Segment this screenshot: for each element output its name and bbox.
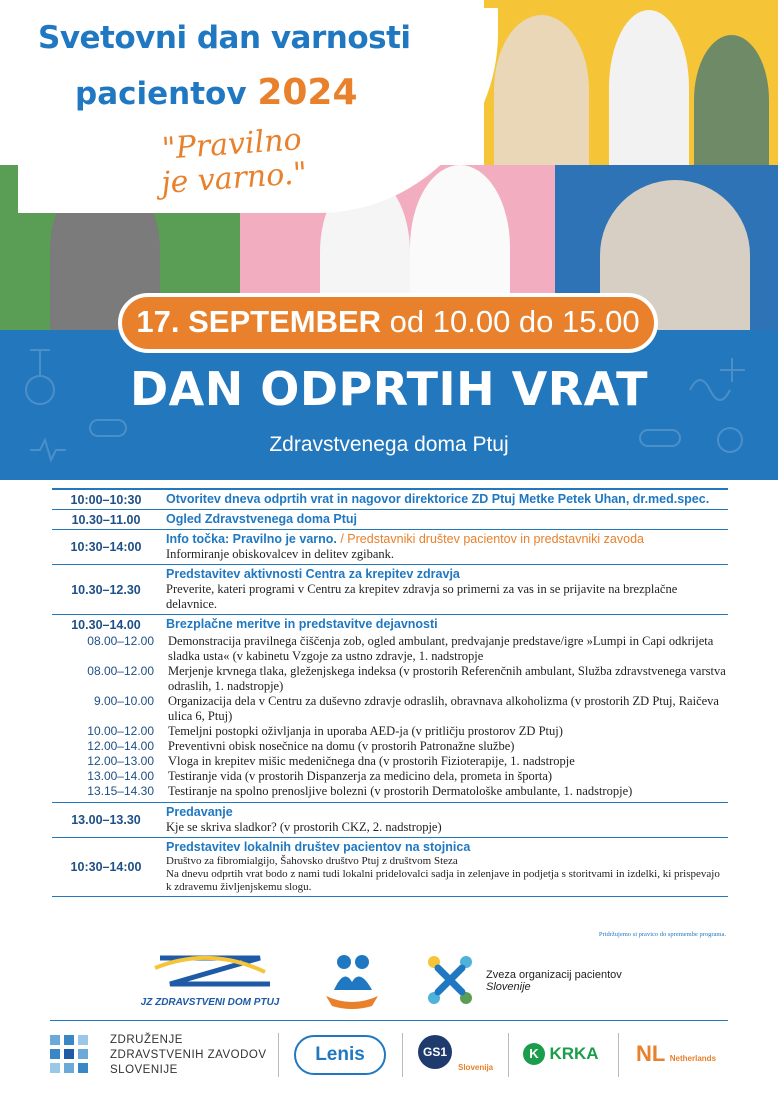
hero-photo-collage [0, 0, 778, 330]
zveza-name-line2: Slovenije [486, 981, 531, 993]
schedule-row [52, 530, 728, 565]
schedule-small-text: Društvo za fibromialgijo, Šahovsko društvo Ptuj z društvom Steza [166, 855, 458, 867]
zveza-name [486, 969, 622, 993]
zzzs-name-line1: ZDRUŽENJE [110, 1034, 183, 1046]
nl-logo [636, 1041, 716, 1067]
krka-name: KRKA [549, 1043, 599, 1063]
zd-ptuj-name: JZ ZDRAVSTVENI DOM PTUJ [140, 997, 280, 1008]
sub-item-time: 12.00–13.00 [87, 754, 154, 768]
schedule-text: Informiranje obiskovalcev in delitev zgibank. [166, 547, 395, 561]
sub-item-time: 13.00–14.00 [87, 769, 154, 783]
schedule-heading: Predstavitev lokalnih društev pacientov na stojnica [166, 840, 471, 854]
krka-k-icon: K [523, 1043, 545, 1065]
nl-subtitle: Netherlands [669, 1054, 717, 1063]
krka-logo [523, 1043, 599, 1065]
sub-item-text: Temeljni postopki oživljanja in uporaba AED-ja (v pritličju prostorov ZD Ptuj) [168, 724, 563, 738]
schedule-text: Kje se skriva sladkor? (v prostorih CKZ, 2. nadstropje) [166, 820, 442, 834]
zveza-name-line1: Zveza organizacij pacientov [486, 969, 622, 981]
sub-item-text: Testiranje vida (v prostorih Dispanzerja za medicino dela, prometa in športa) [168, 769, 553, 783]
sub-item-text: Organizacija dela v Centru za duševno zdravje odraslih, obravnava alkoholizma (v prostorih ZD Ptuj, Raičeva ulica 6, Ptuj) [168, 694, 719, 723]
schedule-time: 10:30–14:00 [70, 540, 142, 554]
sub-item-text: Vloga in krepitev mišic medeničnega dna (v prostorih Fizioterapije, 1. nadstropje [168, 754, 575, 768]
schedule-heading: Predavanje [166, 805, 233, 819]
sub-item-text: Demonstracija pravilnega čiščenja zob, ogled ambulant, predvajanje predstave/igre »Lumpi in Capi odkrijeta sladka usta« (v kabinetu Vzgoje za ustno zdravje, 1. nadstropje [168, 634, 714, 663]
schedule-heading: Brezplačne meritve in predstavitve dejavnosti [166, 617, 438, 631]
sub-item [52, 634, 728, 664]
poster-title-line1: Svetovni dan varnosti [38, 20, 411, 56]
sub-item-text: Preventivni obisk nosečnice na domu (v prostorih Patronažne službe) [168, 739, 515, 753]
poster-title-text: pacientov [75, 76, 247, 112]
sub-item [52, 784, 728, 802]
divider [402, 1033, 403, 1077]
sub-item [52, 769, 728, 784]
schedule-row [52, 615, 728, 803]
schedule-heading: Ogled Zdravstvenega doma Ptuj [166, 512, 358, 526]
info-point-title: Info točka: Pravilno je varno. [166, 532, 337, 546]
schedule-heading [166, 531, 728, 547]
schedule-description [160, 803, 728, 837]
sub-item-text: Merjenje krvnega tlaka, gleženjskega indeksa (v prostorih Referenčnih ambulant, Služba zdravstvenega varstva odraslih, 1. nadstropje) [168, 664, 726, 693]
doctor-photo [609, 10, 689, 165]
sub-item [52, 724, 728, 739]
sub-item-time: 08.00–12.00 [87, 634, 154, 648]
zzzs-name-line2: ZDRAVSTVENIH ZAVODOV [110, 1049, 267, 1061]
zd-ptuj-logo [130, 950, 290, 1010]
divider [508, 1033, 509, 1077]
schedule-description [160, 530, 728, 564]
zzzs-logo-icon [50, 1035, 94, 1079]
sub-item [52, 664, 728, 694]
schedule-row [52, 510, 728, 530]
slogan-line1: "Pravilno [160, 122, 303, 167]
schedule-text: Preverite, kateri programi v Centru za krepitev zdravja so primerni za vas in se prijavite na brezplačne delavnice. [166, 582, 678, 611]
schedule-description [160, 838, 728, 896]
zzzs-name-line3: SLOVENIJE [110, 1064, 178, 1076]
event-hours: od 10.00 do 15.00 [389, 304, 640, 339]
organizer-logos [0, 945, 778, 1015]
sub-item [52, 754, 728, 769]
schedule-row [52, 488, 728, 510]
nl-mark: NL [636, 1041, 666, 1066]
schedule-row [52, 803, 728, 838]
sub-item-time: 13.15–14.30 [87, 784, 154, 798]
schedule-description [160, 490, 728, 509]
date-pill [118, 293, 658, 353]
poster-title-line2 [75, 72, 358, 113]
gs1-name: GS1 [422, 1045, 447, 1059]
sub-item-time: 08.00–12.00 [87, 664, 154, 678]
zd-ptuj-swoosh-icon [130, 950, 290, 992]
sub-item-time: 12.00–14.00 [87, 739, 154, 753]
schedule-small-text: Na dnevu odprtih vrat bodo z nami tudi lokalni pridelovalci sadja in zelenjave in podjetja s storitvami in izdelki, ki prispevajo k zdravemu življenjskemu slogu. [166, 868, 720, 893]
gs1-subtitle: Slovenija [458, 1063, 494, 1072]
schedule-time: 13.00–13.30 [71, 813, 141, 827]
schedule-description [160, 615, 728, 634]
sub-item-time: 10.00–12.00 [87, 724, 154, 738]
program-note: Pridržujemo si pravico do spremembe programa. [598, 931, 726, 938]
schedule-time: 10.30–11.00 [71, 512, 141, 527]
schedule-row [52, 838, 728, 897]
poster-year: 2024 [257, 72, 358, 113]
yellow-photo-tile [484, 0, 778, 165]
schedule-time: 10.30–14.00 [71, 617, 141, 632]
sub-item [52, 739, 728, 754]
schedule-table [52, 488, 728, 897]
sub-item [52, 694, 728, 724]
event-title: DAN ODPRTIH VRAT [129, 362, 649, 416]
schedule-time: 10.30–12.30 [71, 582, 141, 597]
woman-photo [494, 15, 589, 165]
patient-photo [694, 35, 769, 165]
schedule-time: 10:30–14:00 [70, 860, 142, 874]
schedule-row [52, 565, 728, 615]
sponsor-logos [50, 1020, 728, 1091]
lenis-name: Lenis [315, 1044, 365, 1065]
zzzs-name [110, 1033, 267, 1078]
sub-item-time: 9.00–10.00 [93, 694, 154, 708]
slogan-line2: je varno." [160, 155, 309, 202]
event-subtitle: Zdravstvenega doma Ptuj [269, 433, 509, 456]
divider [618, 1033, 619, 1077]
slogan-quote [158, 123, 308, 201]
schedule-description [160, 565, 728, 614]
schedule-heading: Predstavitev aktivnosti Centra za krepitev zdravja [166, 567, 460, 581]
divider [278, 1033, 279, 1077]
schedule-time: 10:00–10:30 [70, 492, 142, 507]
gs1-logo [418, 1035, 452, 1069]
sub-item-text: Testiranje na spolno prenosljive bolezni (v prostorih Dermatološke ambulante, 1. nadstropje) [168, 784, 633, 798]
event-date: 17. SEPTEMBER [136, 304, 382, 339]
lenis-logo [294, 1035, 386, 1075]
schedule-description [160, 510, 728, 529]
info-point-extra: / Predstavniki društev pacientov in predstavniki zavoda [336, 532, 644, 546]
schedule-heading: Otvoritev dneva odprtih vrat in nagovor direktorice ZD Ptuj Metke Petek Uhan, dr.med.spec. [166, 492, 710, 506]
zveza-logo-icon [420, 950, 480, 1010]
schedule-row-header [52, 615, 728, 634]
people-helping-icon [322, 950, 382, 1010]
